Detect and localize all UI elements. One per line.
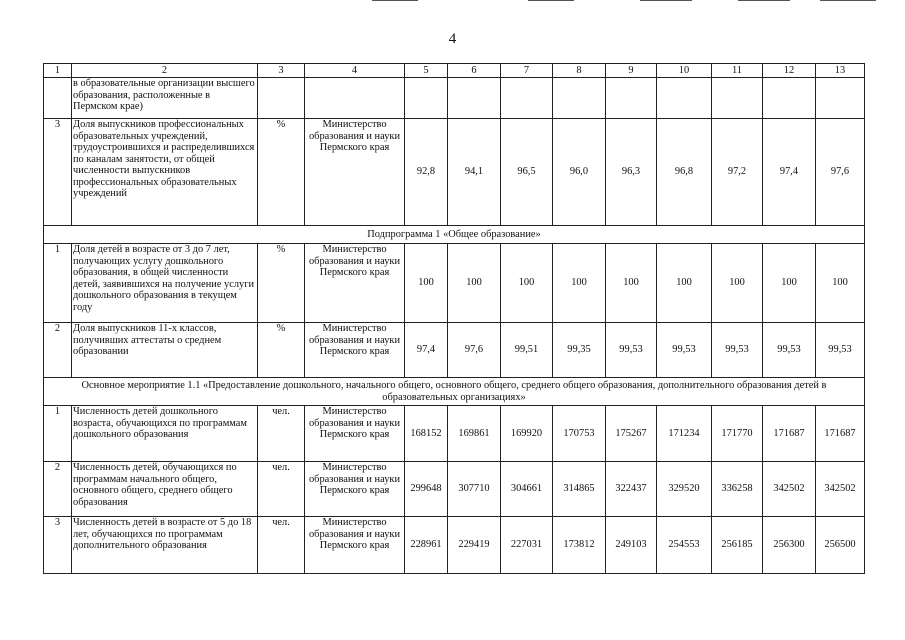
indicator-value: 299648 [405,462,448,517]
row-number: 3 [44,119,72,226]
indicator-value: 97,6 [816,119,865,226]
indicator-value: 100 [816,244,865,323]
indicator-value: 322437 [606,462,657,517]
indicator-value: 100 [405,244,448,323]
indicator-value: 96,3 [606,119,657,226]
table-row [44,78,865,119]
indicator-value: 256300 [763,517,816,574]
column-number: 4 [305,64,405,78]
indicator-value: 99,53 [816,323,865,378]
indicator-value: 169861 [448,406,501,462]
indicator-value: 254553 [657,517,712,574]
indicator-value: 171770 [712,406,763,462]
indicator-value: 256500 [816,517,865,574]
row-number: 2 [44,323,72,378]
indicator-value: 227031 [501,517,553,574]
unit: чел. [258,462,305,517]
indicator-value: 170753 [553,406,606,462]
indicator-value: 171687 [816,406,865,462]
column-number: 2 [72,64,258,78]
executor: Министерство образования и науки Пермского края [305,119,405,226]
indicator-value: 100 [448,244,501,323]
table-row [44,323,865,378]
table-row [44,406,865,462]
table-row [44,119,865,226]
column-number: 13 [816,64,865,78]
unit: чел. [258,406,305,462]
indicator-value: 229419 [448,517,501,574]
column-number-row [44,64,865,78]
table-row [44,244,865,323]
column-number: 3 [258,64,305,78]
indicator-value: 96,8 [657,119,712,226]
indicator-name: в образовательные организации высшего образования, расположенные в Пермском крае) [72,78,258,119]
indicator-value: 94,1 [448,119,501,226]
indicator-value: 168152 [405,406,448,462]
indicator-value [763,78,816,119]
indicator-name: Доля выпускников 11-х классов, получивших аттестаты о среднем образовании [72,323,258,378]
scan-edge-marks [0,0,905,4]
page-number: 4 [448,31,457,47]
column-number: 12 [763,64,816,78]
indicator-value: 100 [763,244,816,323]
indicator-value: 175267 [606,406,657,462]
indicator-value [501,78,553,119]
indicators-table [43,63,865,574]
row-number: 2 [44,462,72,517]
indicator-value: 97,2 [712,119,763,226]
indicator-name: Доля выпускников профессиональных образовательных учреждений, трудоустроившихся и распределившихся по каналам занятости, от общей численности выпускников профессиональных образовательных учреждений [72,119,258,226]
executor: Министерство образования и науки Пермского края [305,323,405,378]
indicator-value: 314865 [553,462,606,517]
indicator-value: 304661 [501,462,553,517]
indicator-value [405,78,448,119]
indicator-value: 171234 [657,406,712,462]
indicator-value: 99,53 [606,323,657,378]
indicator-value: 97,4 [405,323,448,378]
column-number: 8 [553,64,606,78]
indicator-value: 100 [657,244,712,323]
indicator-value: 99,51 [501,323,553,378]
executor: Министерство образования и науки Пермского края [305,517,405,574]
indicator-value: 97,6 [448,323,501,378]
indicator-value: 100 [553,244,606,323]
table-row [44,517,865,574]
section-heading-row [44,226,865,244]
indicator-value: 99,35 [553,323,606,378]
executor: Министерство образования и науки Пермского края [305,406,405,462]
row-number: 1 [44,406,72,462]
indicator-value: 96,5 [501,119,553,226]
indicator-value: 169920 [501,406,553,462]
indicator-value: 92,8 [405,119,448,226]
executor: Министерство образования и науки Пермского края [305,244,405,323]
indicator-value: 249103 [606,517,657,574]
indicator-value [606,78,657,119]
section-heading: Подпрограмма 1 «Общее образование» [44,226,865,244]
unit: % [258,244,305,323]
indicator-value: 342502 [763,462,816,517]
indicator-value [712,78,763,119]
row-number: 3 [44,517,72,574]
section-heading-row [44,378,865,406]
indicator-name: Численность детей, обучающихся по программам начального общего, основного общего, среднего общего образования [72,462,258,517]
indicator-value: 100 [501,244,553,323]
column-number: 6 [448,64,501,78]
indicator-value: 329520 [657,462,712,517]
indicator-value: 342502 [816,462,865,517]
unit: чел. [258,517,305,574]
indicator-value: 173812 [553,517,606,574]
indicator-value: 99,53 [657,323,712,378]
indicator-name: Доля детей в возрасте от 3 до 7 лет, получающих услугу дошкольного образования, в общей численности детей, заявившихся на получение услуги дошкольного образования в текущем году [72,244,258,323]
unit: % [258,119,305,226]
indicator-value: 336258 [712,462,763,517]
unit: % [258,323,305,378]
indicator-value: 99,53 [712,323,763,378]
indicator-name: Численность детей в возрасте от 5 до 18 лет, обучающихся по программам дополнительного образования [72,517,258,574]
indicator-value: 97,4 [763,119,816,226]
row-number [44,78,72,119]
indicator-value [657,78,712,119]
indicator-value: 96,0 [553,119,606,226]
indicator-value: 99,53 [763,323,816,378]
row-number: 1 [44,244,72,323]
indicator-value [448,78,501,119]
indicator-value [553,78,606,119]
column-number: 7 [501,64,553,78]
table-row [44,462,865,517]
indicator-value: 171687 [763,406,816,462]
column-number: 10 [657,64,712,78]
executor [305,78,405,119]
column-number: 11 [712,64,763,78]
indicator-value: 100 [606,244,657,323]
indicator-value: 256185 [712,517,763,574]
indicator-value: 228961 [405,517,448,574]
indicator-value [816,78,865,119]
indicator-value: 100 [712,244,763,323]
indicator-name: Численность детей дошкольного возраста, обучающихся по программам дошкольного образования [72,406,258,462]
unit [258,78,305,119]
column-number: 9 [606,64,657,78]
column-number: 5 [405,64,448,78]
section-heading: Основное мероприятие 1.1 «Предоставление дошкольного, начального общего, основного общего, среднего общего образования, дополнительного образования детей в образовательных организациях» [44,378,865,406]
executor: Министерство образования и науки Пермского края [305,462,405,517]
column-number: 1 [44,64,72,78]
indicator-value: 307710 [448,462,501,517]
